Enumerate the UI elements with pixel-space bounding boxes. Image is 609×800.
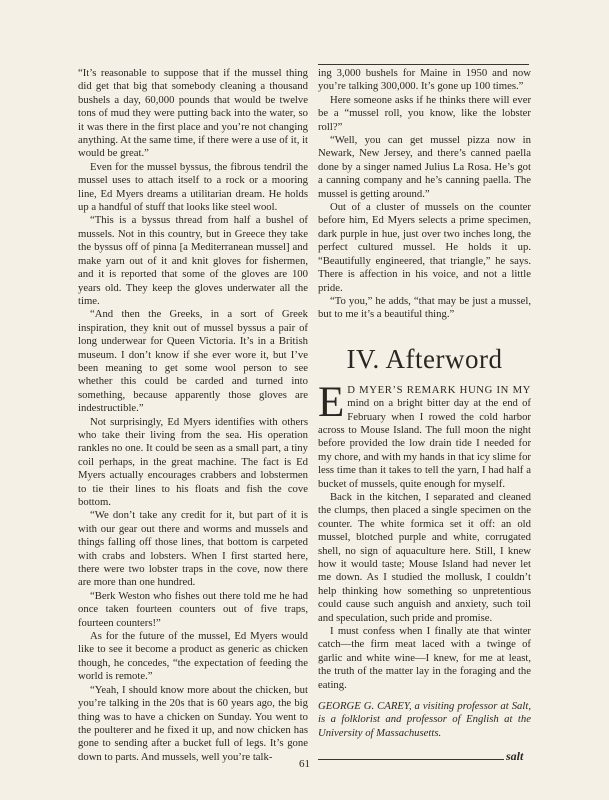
drop-cap: E bbox=[318, 378, 345, 426]
salt-signature: salt bbox=[506, 749, 524, 764]
paragraph: “And then the Greeks, in a sort of Greek inspiration, they knit out of mussel byssus a pair of long underwear for Queen Victoria. It’s in a British museum. I don’t know if she ever wore it, but I’ve been meaning to get some wool person to see whether this could be carded and turned into something, because apparently those gloves are indestructible.” bbox=[78, 308, 308, 415]
paragraph: “Berk Weston who fishes out there told me he had once taken fourteen counters out of five traps, fourteen counters!” bbox=[78, 589, 308, 629]
paragraph: Here someone asks if he thinks there will ever be a “mussel roll, you know, like the lobster roll?” bbox=[318, 93, 531, 133]
paragraph: ing 3,000 bushels for Maine in 1950 and now you’re talking 300,000. It’s gone up 100 times.” bbox=[318, 67, 531, 93]
left-column bbox=[78, 67, 308, 764]
page-number: 61 bbox=[299, 758, 310, 770]
paragraph: “Yeah, I should know more about the chicken, but you’re talking in the 20s that is 60 years ago, the big thing was to have a chicken on Sunday. You went to the poulterer and he fixed it up, and now chicken has gone to sending after a bucket full of legs. It’s gone down to parts. And mussels, well you’re talk- bbox=[78, 683, 308, 763]
paragraph: I must confess when I finally ate that winter catch—the firm meat laced with a twinge of garlic and white wine—I knew, for me at least, the truth of the matter lay in the foraging and the eating. bbox=[318, 625, 531, 691]
paragraph: Not surprisingly, Ed Myers identifies with others who take their living from the sea. His operation rankles no one. It could be seen as a small part, a tiny coil perhaps, in the great machine. The fact is Ed Myers actually encourages crabbers and lobstermen to tie their lines to his floats and fish the cove bottom. bbox=[78, 415, 308, 508]
paragraph: Back in the kitchen, I separated and cleaned the clumps, then placed a single specimen on the counter. The white formica set it off: an old mussel, blotched purple and white, corrugated shell, no sign of aquaculture here. Still, I knew how it would taste; Mouse Island had never let me down. As I studied the mollusk, I couldn’t help thinking how something so unpretentious could cause such anguish and anxiety, such toil and speculation, such pride and promise. bbox=[318, 490, 531, 624]
paragraph: “Well, you can get mussel pizza now in Newark, New Jersey, and there’s canned paella done by a singer named Julius La Rosa. He’s got a canning company and he’s canning paella. The mussel is getting around.” bbox=[318, 134, 531, 200]
paragraph: Even for the mussel byssus, the fibrous tendril the mussel uses to attach itself to a rock or a mooring line, Ed Myers dreams a utilitarian dream. He holds up a handful of stuff that looks like steel wool. bbox=[78, 160, 308, 214]
paragraph: “We don’t take any credit for it, but part of it is with our gear out there and worms and mussels and things falling off those lines, that bottom is carpeted with crabs and lobsters. When I first started here, there were two lobster traps in the cove, now there are more than one hundred. bbox=[78, 509, 308, 589]
paragraph: “It’s reasonable to suppose that if the mussel thing did get that big that somebody cleaning a thousand bushels a day, 60,000 pounds that would be twelve tons of mud they were putting back into the water, so it was there in the first place and you’re not changing anything. At the same time, if there were a use of it, it would be great.” bbox=[78, 67, 309, 160]
section-heading: IV. Afterword bbox=[346, 343, 503, 374]
author-bio: GEORGE G. CAREY, a visiting professor at Salt, is a folklorist and professor of English at the University of Massachusetts. bbox=[318, 700, 531, 739]
afterword-first-paragraph bbox=[318, 378, 531, 491]
lead-in-text: mind on a bright bitter day at the end of February when I rowed the cold harbor across to Mouse Island. The full moon the night before provided the low drain tide I needed for my chore, and with my hands in that icy slime for less time than it takes to tell the yarn, I had half a bucket of mussels, quite enough for myself. bbox=[318, 397, 531, 490]
paragraph: Out of a cluster of mussels on the counter before him, Ed Myers selects a prime specimen, dark purple in hue, just over two inches long, the perfect cultured mussel. He holds it up. “Beautifully engineered, that triangle,” he says. There is affection in his voice, and not a little pride. bbox=[318, 201, 531, 294]
top-rule bbox=[318, 64, 529, 65]
lead-in-caps: D MYER’S REMARK HUNG IN MY bbox=[347, 383, 531, 396]
paragraph: As for the future of the mussel, Ed Myers would like to see it become a product as generic as chicken though, he concedes, “the expectation of feeding the world is remote.” bbox=[78, 630, 308, 683]
paragraph: “To you,” he adds, “that may be just a mussel, but to me it’s a beautiful thing.” bbox=[318, 294, 531, 321]
paragraph: “This is a byssus thread from half a bushel of mussels. Not in this country, but in Greece they take the byssus off of pinna [a Mediterranean mussel] and make yarn out of it and knit gloves for fishermen, and it is reported that some of the gloves are 100 years old. They keep the gloves underwater all the time. bbox=[78, 214, 308, 307]
right-column bbox=[318, 67, 531, 770]
